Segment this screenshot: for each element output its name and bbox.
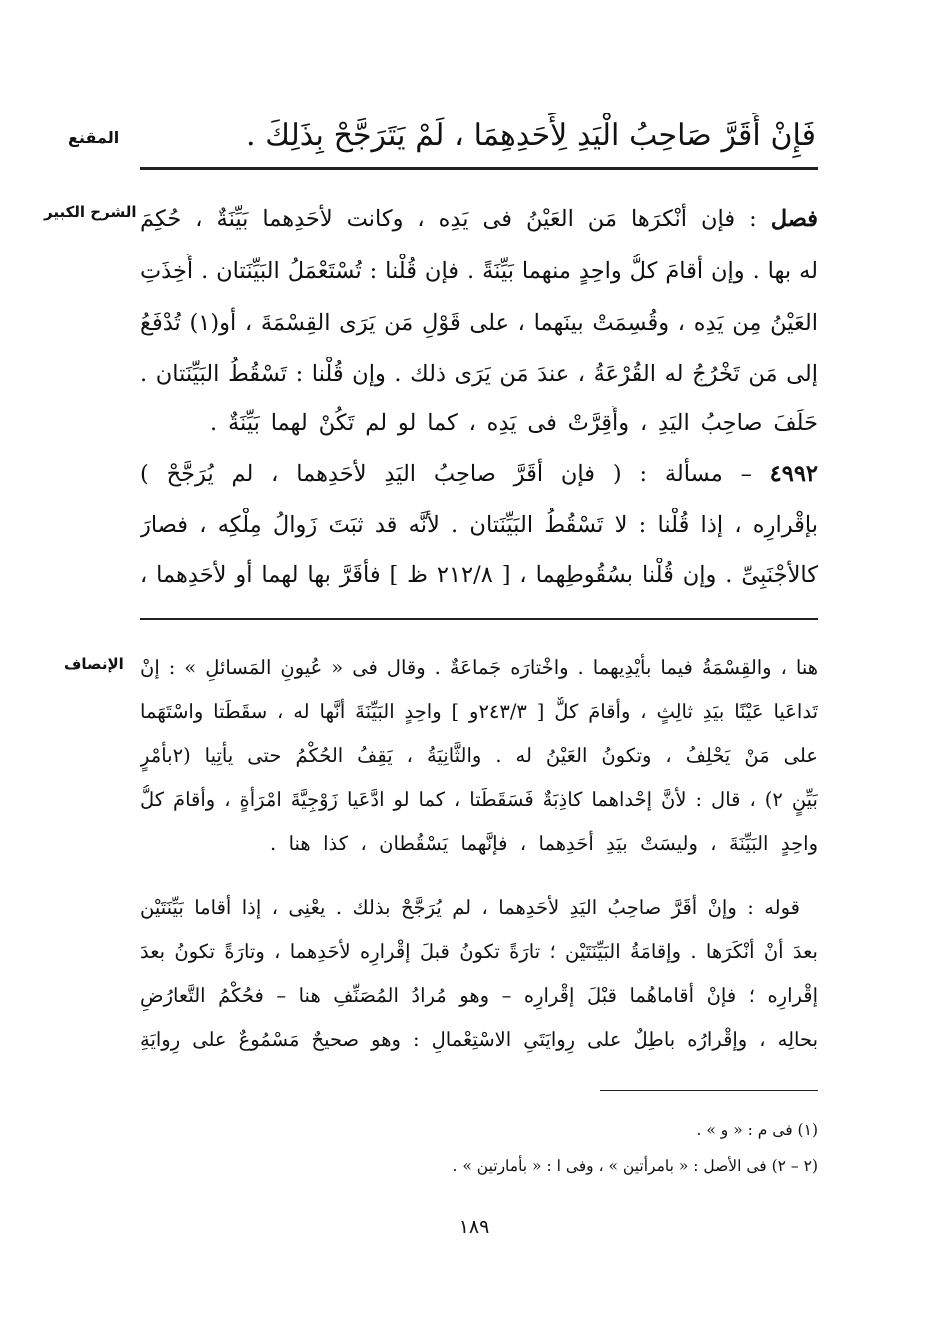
insaf-p2-line-4: بحالِه ، وإقْرارُه باطِلٌ على رِوايَتَىِ الاسْتِعْمالِ : وهو صحيحٌ مَسْمُوعٌ على رِوايَةِ (140, 1028, 818, 1051)
sharh-line-5: حَلَفَ صاحِبُ اليَدِ ، وأُقِرَّتْ فى يَدِه ، كما لو لم تَكُنْ لهما بَيِّنَةٌ . (210, 410, 818, 436)
insaf-p2-line-2: بعدَ أنْ أنْكَرَها . وإقامَةُ البَيِّنَتَيْن ؛ تارَةً تكونُ قبلَ إقْرارِه لأحَدِهما ، وتارَةً تكونُ بعدَ (140, 940, 818, 963)
sharh-line-7: بإقْرارِه ، إذا قُلْنا : لا تَسْقُطُ البَيِّنَتان . لأنَّه قد ثبَتَ زَوالُ مِلْكِه ، فصارَ (140, 512, 818, 538)
sharh-line-1-text: : فإن أنْكرَها مَن العَيْنُ فى يَدِه ، وكانت لأحَدِهما بَيِّنَةٌ ، حُكِمَ (140, 206, 757, 232)
sharh-line-3: العَيْنُ مِن يَدِه ، وقُسِمَتْ بينَهما ، على قَوْلِ مَن يَرَى القِسْمَةَ ، أو(١) تُدْفَعُ (140, 310, 818, 336)
footnote-divider (600, 1090, 818, 1091)
insaf-p2-line-1: قوله : وإنْ أقَرَّ صاحِبُ اليَدِ لأحَدِهما ، لم يُرَجَّحْ بذلك . يعْنِى ، إذا أقاما بَيِّنَتَيْن (140, 896, 800, 919)
section-divider-middle (140, 618, 818, 620)
sharh-line-6 (140, 457, 818, 493)
sharh-line-1 (140, 202, 818, 238)
sharh-line-2: له بها . وإن أقامَ كلُّ واحِدٍ منهما بَيِّنَةً . فإن قُلْنا : تُسْتَعْمَلُ البَيِّنَتان . أُخِذَتِ (140, 258, 818, 284)
margin-label-sharh: الشرح الكبير (44, 203, 137, 221)
fasl-heading: فصل (770, 206, 818, 232)
section-divider-top (140, 167, 818, 170)
sharh-line-8: كالأجْنَبِىِّ . وإن قُلْنا بسُقُوطِهما ، [ ٢١٢/٨ ظ ] فأقَرَّ بها لهما أو لأحَدِهما ، (140, 562, 818, 588)
masala-number: ٤٩٩٢ (769, 461, 818, 487)
masala-heading-text: – مسألة : ( فإن أقَرَّ صاحِبُ اليَدِ لأحَدِهما ، لم يُرَجَّحْ ) (140, 461, 752, 487)
insaf-p1-line-1: هنا ، والقِسْمَةُ فيما بأيْدِيهما . واخْتارَه جَماعَةٌ . وقال فى « عُيونِ المَسائلِ » : إنْ (140, 656, 818, 679)
margin-label-insaf: الإنصاف (64, 655, 124, 673)
insaf-p1-line-3: على مَنْ يَحْلِفُ ، وتكونُ العَيْنُ له . والثَّانِيَةُ ، يَقِفُ الحُكْمُ حتى يأْتِيا (٢بأَمْرٍ (140, 744, 818, 767)
muqni-text: فَإِنْ أَقَرَّ صَاحِبُ الْيَدِ لِأَحَدِهِمَا ، لَمْ يَتَرَجَّحْ بِذَلِكَ . (246, 118, 816, 153)
page-number: ١٨٩ (458, 1216, 490, 1238)
insaf-p1-line-5: واحِدٍ البَيِّنَةَ ، وليسَتْ بيَدِ أحَدِهما ، فإنَّهما يَسْقُطان ، كذا هنا . (270, 832, 818, 855)
insaf-p1-line-4: بَيِّنٍ ٢) ، قال : لأنَّ إحْداهما كاذِبَةٌ فَسَقَطَتا ، كما لو ادَّعَيا زَوْجِيَّةَ امْرَأةٍ ، وأقامَ كلُّ (140, 788, 818, 811)
footnote-1: (١) فى م : « و » . (696, 1121, 818, 1139)
insaf-p2-line-3: إقْرارِه ؛ فإنْ أقاماهُما قبْلَ إقْرارِه – وهو مُرادُ المُصَنِّفِ هنا – فحُكْمُ التَّعارُضِ (140, 984, 818, 1007)
margin-label-muqni: المقنع (68, 128, 120, 147)
insaf-p1-line-2: تَداعَيا عَيْنًا بيَدِ ثالِثٍ ، وأقامَ كلٌّ [ ٢٤٣/٣و ] واحِدٍ البَيِّنَةَ أنَّها له ، سقَطَتا واسْتَهَما (140, 700, 818, 723)
footnote-2: (٢ – ٢) فى الأصل : « بامرأتين » ، وفى ا : « بأمارتين » . (452, 1157, 818, 1175)
sharh-line-4: إلى مَن تَخْرُجُ له القُرْعَةُ ، عندَ مَن يَرَى ذلك . وإن قُلْنا : تَسْقُطُ البَيِّنَتان . (140, 361, 818, 387)
